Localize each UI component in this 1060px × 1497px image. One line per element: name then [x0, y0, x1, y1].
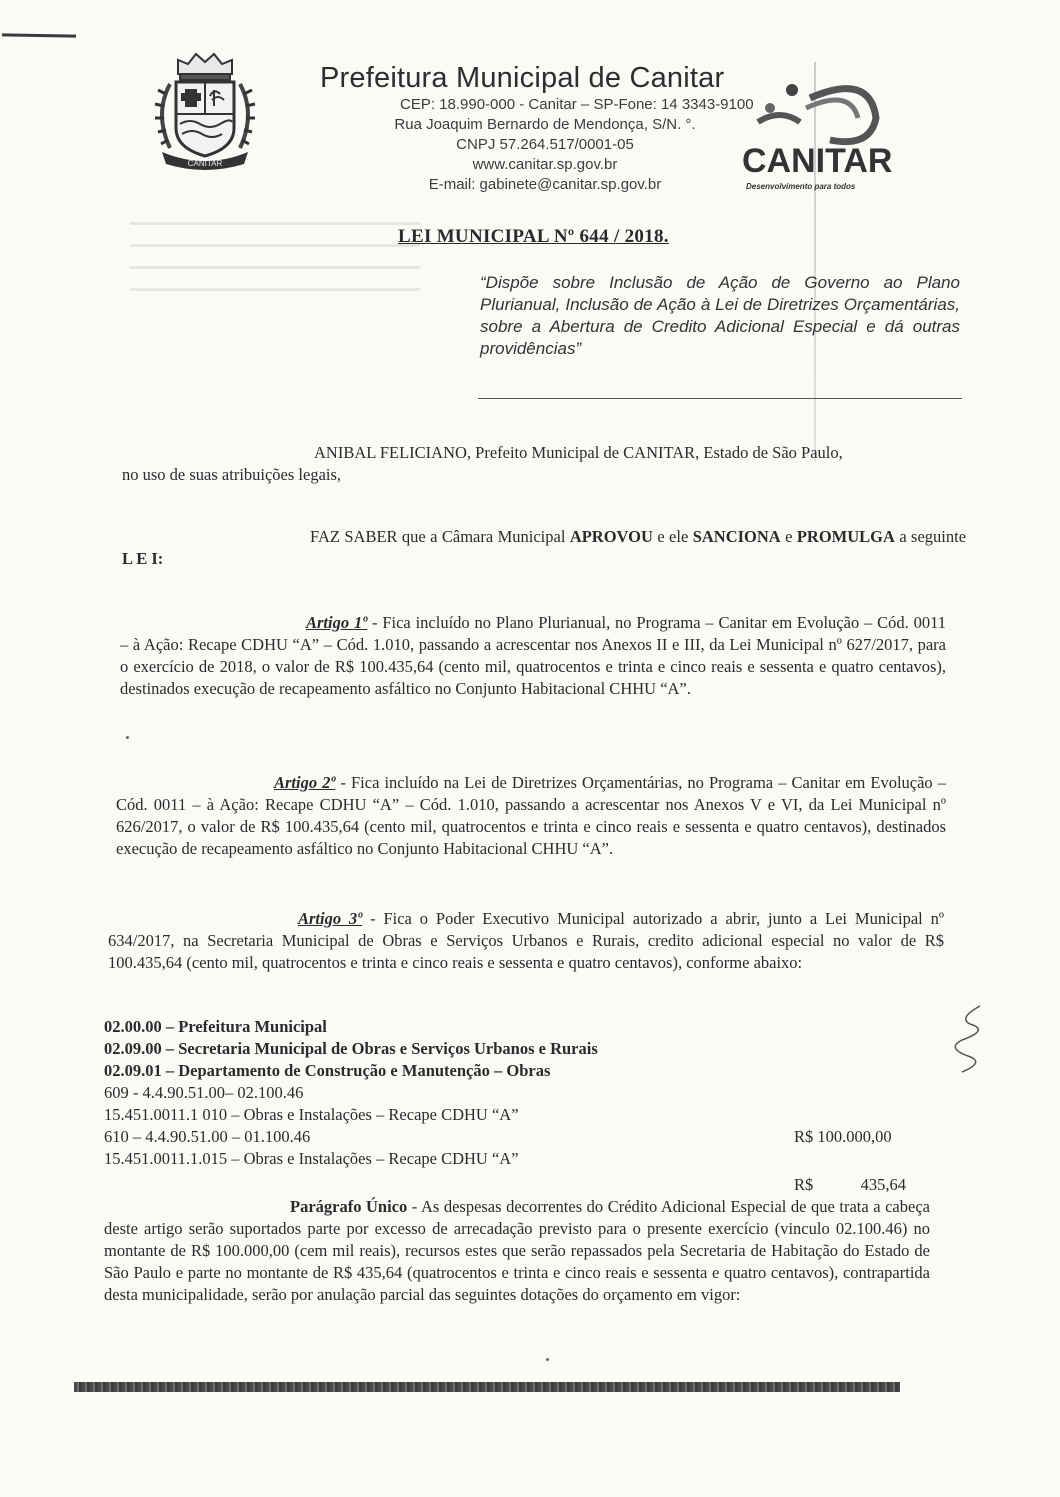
- crest-label: CANITAR: [187, 159, 223, 168]
- paragrafo-unico: [104, 1196, 930, 1306]
- preamble: [122, 442, 964, 486]
- article-2-text: - Fica incluído na Lei de Diretrizes Orçamentárias, no Programa – Canitar em Evolução – Cód. 0011 – à Ação: Recape CDHU “A” – Cód. 1.010, passando a acrescentar nos Anexos V e VI, da Lei Municipal nº 626/2017, o valor de R$ 100.435,64 (cento mil, quatrocentos e trinta e cinco reais e sessenta e quatro centavos), destinados execução de recapeamento asfáltico no Conjunto Habitacional CHHU “A”.: [116, 773, 946, 858]
- scan-mark: [2, 33, 76, 37]
- paragrafo-unico-text: - As despesas decorrentes do Crédito Adicional Especial de que trata a cabeça deste artigo serão suportados parte por excesso de arrecadação previsto para o presente exercício (vinculo 02.100.46) no montante de R$ 100.000,00 (cem mil reais), recursos estes que serão repassados pela Secretaria de Habitação do Estado de São Paulo e parte no montante de R$ 435,64 (quatrocentos e trinta e cinco reais e sessenta e quatro centavos), contrapartida desta municipalidade, serão por anulação parcial das seguintes dotações do orçamento em vigor:: [104, 1197, 930, 1304]
- budget-org-2: 02.09.00 – Secretaria Municipal de Obras e Serviços Urbanos e Rurais: [104, 1039, 598, 1058]
- header-email: E-mail: gabinete@canitar.sp.gov.br: [428, 176, 662, 193]
- enactment-sanciona: SANCIONA: [692, 527, 781, 546]
- article-2-label: Artigo 2º: [274, 773, 336, 792]
- law-title: LEI MUNICIPAL Nº 644 / 2018.: [398, 226, 669, 247]
- budget-org-1: 02.00.00 – Prefeitura Municipal: [104, 1017, 327, 1036]
- enactment-lei: L E I:: [122, 549, 164, 568]
- header-website: www.canitar.sp.gov.br: [472, 156, 618, 173]
- article-1: [120, 612, 946, 700]
- budget-line-2: 15.451.0011.1 010 – Obras e Instalações – Recape CDHU “A”: [104, 1105, 519, 1124]
- preamble-line-1: ANIBAL FELICIANO, Prefeito Municipal de CANITAR, Estado de São Paulo,: [314, 443, 843, 462]
- ementa-divider: [478, 398, 962, 399]
- article-2: [116, 772, 946, 860]
- logo-wordmark: CANITAR: [742, 142, 893, 180]
- budget-row-3: [104, 1126, 924, 1148]
- page-title: Prefeitura Municipal de Canitar: [320, 62, 725, 94]
- enactment-text-1: FAZ SABER que a Câmara Municipal: [310, 527, 566, 546]
- preamble-line-2: no uso de suas atribuições legais,: [122, 465, 342, 484]
- enactment-clause: [122, 526, 966, 570]
- header-cep: CEP: 18.990-000 - Canitar – SP-Fone: 14 3343-9100: [400, 96, 754, 113]
- logo-tagline: Desenvolvimento para todos: [746, 182, 856, 191]
- municipal-crest-icon: [140, 44, 270, 174]
- budget-amount-2-value: 435,64: [860, 1175, 906, 1194]
- budget-line-3: 610 – 4.4.90.51.00 – 01.100.46: [104, 1127, 311, 1146]
- article-3: [108, 908, 944, 974]
- budget-allocation: [104, 1016, 924, 1196]
- budget-amount-2-currency: R$: [794, 1175, 814, 1194]
- budget-line-4: 15.451.0011.1.015 – Obras e Instalações – Recape CDHU “A”: [104, 1149, 519, 1168]
- budget-org-3: 02.09.01 – Departamento de Construção e Manutenção – Obras: [104, 1061, 551, 1080]
- enactment-text-2: e ele: [657, 527, 689, 546]
- enactment-aprovou: APROVOU: [569, 527, 653, 546]
- article-1-label: Artigo 1º: [306, 613, 368, 632]
- budget-line-1: 609 - 4.4.90.51.00– 02.100.46: [104, 1083, 304, 1102]
- handwritten-mark-icon: [940, 1000, 1000, 1080]
- law-ementa: “Dispõe sobre Inclusão de Ação de Governo ao Plano Plurianual, Inclusão de Ação à Lei de Diretrizes Orçamentárias, sobre a Abertura de Credito Adicional Especial e dá outras providências”: [480, 273, 960, 358]
- enactment-text-4: a seguinte: [899, 527, 967, 546]
- article-1-text: - Fica incluído no Plano Plurianual, no Programa – Canitar em Evolução – Cód. 0011 – à Ação: Recape CDHU “A” – Cód. 1.010, passando a acrescentar nos Anexos II e III, da Lei Municipal nº 627/2017, para o exercício de 2018, o valor de R$ 100.435,64 (cento mil, quatrocentos e trinta e cinco reais e sessenta e quatro centavos), destinados execução de recapeamento asfáltico no Conjunto Habitacional CHHU “A”.: [120, 613, 946, 698]
- budget-row-amount-2: [104, 1174, 924, 1196]
- paragrafo-unico-label: Parágrafo Único: [290, 1197, 408, 1216]
- article-3-label: Artigo 3º: [298, 909, 363, 928]
- enactment-promulga: PROMULGA: [796, 527, 895, 546]
- scan-speck: [126, 736, 129, 739]
- budget-amount-1: R$ 100.000,00: [794, 1127, 892, 1146]
- footer-rule: [74, 1382, 900, 1392]
- letterhead: [310, 62, 780, 195]
- header-cnpj: CNPJ 57.264.517/0001-05: [456, 136, 634, 153]
- bleed-through-text: [130, 222, 420, 302]
- header-address: Rua Joaquim Bernardo de Mendonça, S/N. °.: [394, 116, 696, 133]
- article-3-text: - Fica o Poder Executivo Municipal autorizado a abrir, junto a Lei Municipal nº 634/2017, na Secretaria Municipal de Obras e Serviços Urbanos e Rurais, credito adicional especial no valor de R$ 100.435,64 (cento mil, quatrocentos e trinta e cinco reais e sessenta e quatro centavos), conforme abaixo:: [108, 909, 944, 972]
- scan-speck: [546, 1358, 549, 1361]
- enactment-text-3: e: [785, 527, 793, 546]
